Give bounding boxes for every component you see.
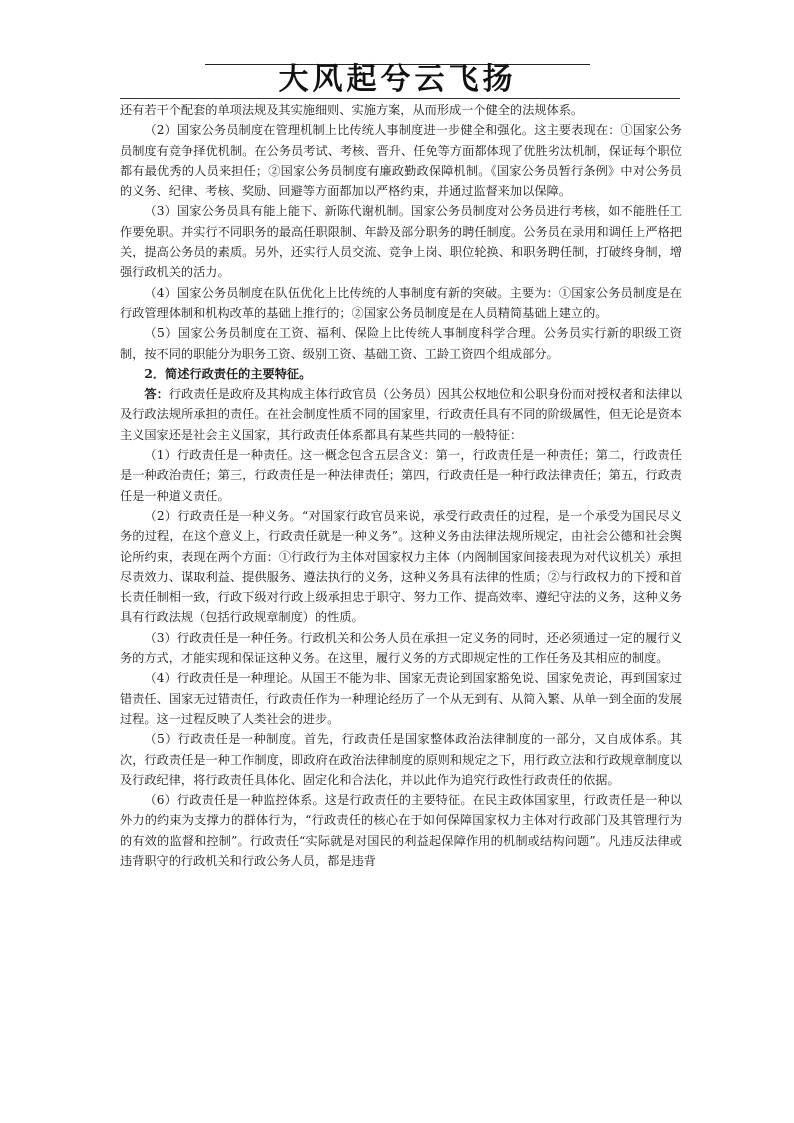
paragraph: （3）国家公务员具有能上能下、新陈代谢机制。国家公务员制度对公务员进行考核，如不能胜任工作要免职。并实行不同职务的最高任职限制、年龄及部分职务的聘任制度。公务员在录用和调任上严格把关，提高公务员的素质。另外，还实行人员交流、竞争上岗、职位轮换、和职务聘任制，打破终身制，增强行政机关的活力。 — [120, 204, 682, 280]
paragraph: （2）国家公务员制度在管理机制上比传统人事制度进一步健全和强化。这主要表现在：①国家公务员制度有竞争择优机制。在公务员考试、考核、晋升、任免等方面都体现了优胜劣汰机制，保证每个职位都有最优秀的人员来担任；②国家公务员制度有廉政勤政保障机制。《国家公务员暂行条例》中对公务员的义务、纪律、考核、奖励、回避等方面都加以严格约束，并通过监督来加以保障。 — [120, 123, 682, 199]
paragraph: （6）行政责任是一种监控体系。这是行政责任的主要特征。在民主政体国家里，行政责任是一种以外力的约束为支撑力的群体行为，“行政责任的核心在于如何保障国家权力主体对行政部门及其管理行为的有效的监督和控制”。行政责任“实际就是对国民的利益起保障作用的机制或结构问题”。凡违反法律或违背职守的行政机关和行政公务人员，都是违背 — [120, 793, 682, 868]
paragraph: （1）行政责任是一种责任。这一概念包含五层含义：第一，行政责任是一种责任；第二，行政责任是一种政治责任；第三，行政责任是一种法律责任；第四，行政责任是一种行政法律责任；第五，行政责任是一种道义责任。 — [120, 448, 682, 503]
paragraph: （5）行政责任是一种制度。首先，行政责任是国家整体政治法律制度的一部分，又自成体系。其次，行政责任是一种工作制度，即政府在政治法律制度的原则和规定之下，用行政立法和行政规章制度以及行政纪律，将行政责任具体化、固定化和合法化，并以此作为追究行政性行政责任的依据。 — [120, 732, 682, 787]
answer-paragraph — [120, 384, 682, 445]
paragraph: （2）行政责任是一种义务。“对国家行政官员来说，承受行政责任的过程，是一个承受为国民尽义务的过程，在这个意义上，行政责任就是一种义务”。这种义务由法律法规所规定，由社会公德和社会舆论所约束，表现在两个方面：①行政行为主体对国家权力主体（内阁制国家间接表现为对代议机关）承担尽责效力、谋取利益、提供服务、遵法执行的义务，这种义务具有法律的性质；②与行政权力的下授和首长责任制相一致，行政下级对行政上级承担忠于职守、努力工作、提高效率、遵纪守法的义务，这种义务具有行政法规（包括行政规章制度）的性质。 — [120, 508, 682, 625]
paragraph: （4）国家公务员制度在队伍优化上比传统的人事制度有新的突破。主要为：①国家公务员制度是在行政管理体制和机构改革的基础上推行的；②国家公务员制度是在人员精简基础上建立的。 — [120, 285, 682, 320]
paragraph: （5）国家公务员制度在工资、福利、保险上比传统人事制度科学合理。公务员实行新的职级工资制，按不同的职能分为职务工资、级别工资、基础工资、工龄工资四个组成部分。 — [120, 326, 682, 361]
answer-text: 行政责任是政府及其构成主体行政官员（公务员）因其公权地位和公职身份而对授权者和法律以及行政法规所承担的责任。在社会制度性质不同的国家里，行政责任具有不同的阶级属性，但无论是资本主义国家还是社会主义国家，其行政责任体系都具有某些共同的一般特征： — [120, 387, 683, 442]
question-heading: 2．简述行政责任的主要特征。 — [144, 366, 312, 381]
paragraph: 还有若干个配套的单项法规及其实施细则、实施方案，从而形成一个健全的法规体系。 — [120, 103, 584, 117]
paragraph: （3）行政责任是一种任务。行政机关和公务人员在承担一定义务的同时，还必须通过一定的履行义务的方式，才能实现和保证这种义务。在这里，履行义务的方式即规定性的工作任务及其相应的制度。 — [120, 630, 682, 666]
answer-label: 答： — [144, 387, 169, 402]
page-header-title: 大风起兮云飞扬 — [278, 62, 517, 97]
document-body — [120, 100, 682, 871]
header-bottom-rule — [120, 98, 680, 99]
paragraph: （4）行政责任是一种理论。从国王不能为非、国家无责论到国家豁免说、国家免责论，再到国家过错责任、国家无过错责任，行政责任作为一种理论经历了一个从无到有、从简入繁、从单一到全面的发展过程。这一过程反映了人类社会的进步。 — [120, 671, 682, 726]
